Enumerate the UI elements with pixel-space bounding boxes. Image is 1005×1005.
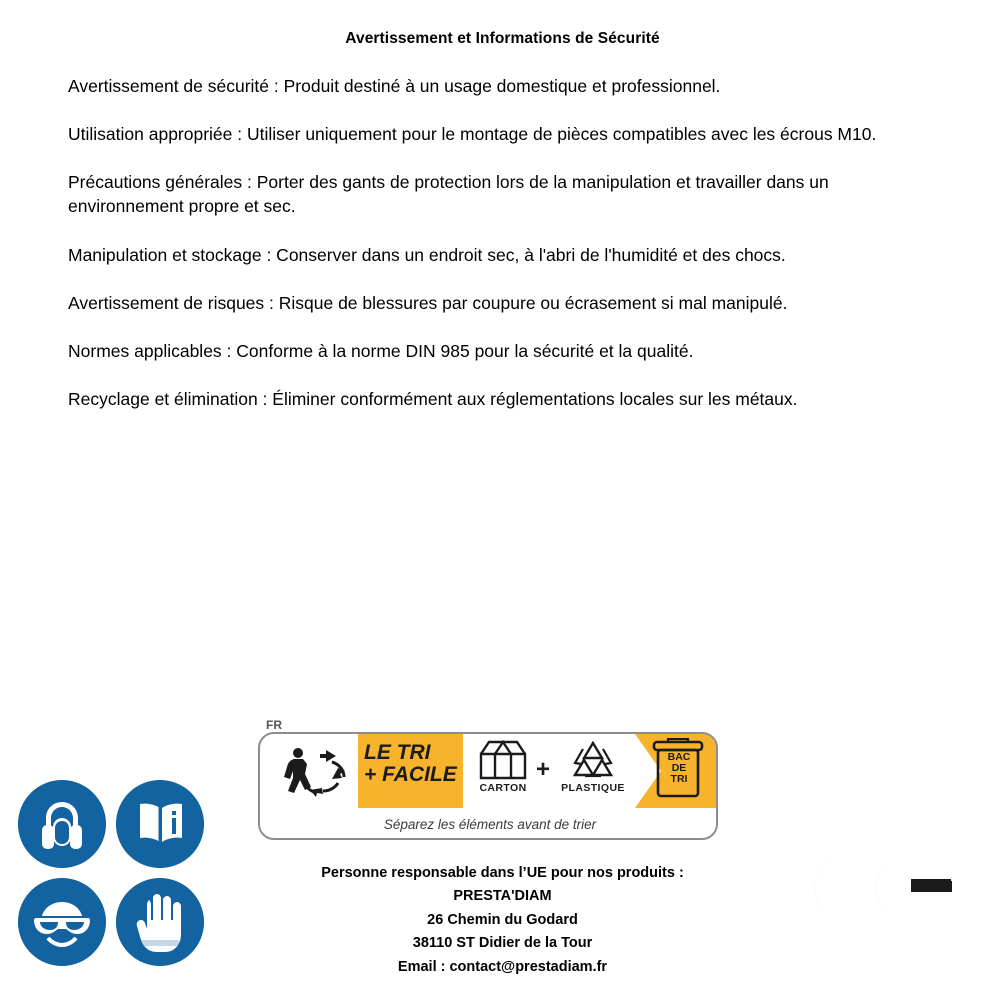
tri-label-line1: LE TRI bbox=[364, 741, 431, 764]
ce-marking-icon bbox=[795, 835, 955, 940]
locale-label: FR bbox=[266, 718, 282, 732]
tri-facile-label bbox=[364, 742, 462, 786]
recycle-loop-icon bbox=[556, 738, 630, 782]
responsible-line1 bbox=[215, 862, 790, 885]
hand-protection-icon bbox=[116, 878, 204, 966]
material-plastique bbox=[556, 738, 630, 794]
responsible-company: PRESTA'DIAM bbox=[453, 888, 552, 905]
triman-symbol-icon bbox=[268, 740, 352, 804]
safety-paragraph: Précautions générales : Porter des gants de protection lors de la manipulation et travailler dans un environnement propre et sec. bbox=[68, 172, 829, 217]
triman-recycling-banner bbox=[258, 718, 718, 840]
responsible-street: 26 Chemin du Godard bbox=[427, 911, 578, 928]
responsible-email: Email : contact@prestadiam.fr bbox=[397, 958, 608, 975]
triman-footer-text: Séparez les éléments avant de trier bbox=[383, 816, 597, 832]
responsible-prefix: Personne responsable dans l’ bbox=[321, 865, 527, 881]
triman-box bbox=[258, 732, 718, 840]
safety-paragraph: Recyclage et élimination : Éliminer conformément aux réglementations locales sur les métaux. bbox=[68, 388, 798, 409]
safety-paragraph: Avertissement de sécurité : Produit destiné à un usage domestique et professionnel. bbox=[68, 76, 721, 96]
bin-caption bbox=[658, 752, 700, 785]
bin-caption-line1: BAC bbox=[667, 751, 691, 763]
tri-label-line2: + FACILE bbox=[364, 763, 457, 787]
eu-responsible-person-block bbox=[215, 862, 790, 979]
read-instructions-icon bbox=[116, 780, 204, 868]
safety-paragraph: Utilisation appropriée : Utiliser uniquement pour le montage de pièces compatibles avec les écrous M10. bbox=[68, 124, 877, 145]
responsible-suffix: pour nos produits : bbox=[546, 865, 684, 881]
safety-text-block bbox=[0, 74, 1005, 411]
responsible-eu: UE bbox=[526, 865, 547, 881]
carton-box-icon bbox=[466, 738, 540, 782]
bin-caption-line2: DE bbox=[671, 762, 687, 775]
responsible-city: 38110 ST Didier de la Tour bbox=[412, 935, 593, 952]
material-carton-caption: CARTON bbox=[479, 782, 527, 794]
footer-region bbox=[0, 690, 1005, 1005]
page-title: Avertissement et Informations de Sécurité bbox=[345, 30, 660, 47]
ear-protection-icon bbox=[18, 780, 106, 868]
safety-paragraph: Normes applicables : Conforme à la norme DIN 985 pour la sécurité et la qualité. bbox=[68, 340, 694, 361]
mandatory-pictogram-group bbox=[18, 780, 218, 980]
material-plastique-caption: PLASTIQUE bbox=[561, 782, 625, 794]
material-separator: + bbox=[536, 756, 551, 783]
safety-paragraph: Avertissement de risques : Risque de blessures par coupure ou écrasement si mal manipulé. bbox=[68, 292, 788, 313]
safety-paragraph: Manipulation et stockage : Conserver dans un endroit sec, à l'abri de l'humidité et des chocs. bbox=[68, 244, 786, 265]
eye-protection-icon bbox=[18, 878, 106, 966]
bin-caption-line3: TRI bbox=[670, 773, 688, 786]
material-carton bbox=[466, 738, 540, 794]
